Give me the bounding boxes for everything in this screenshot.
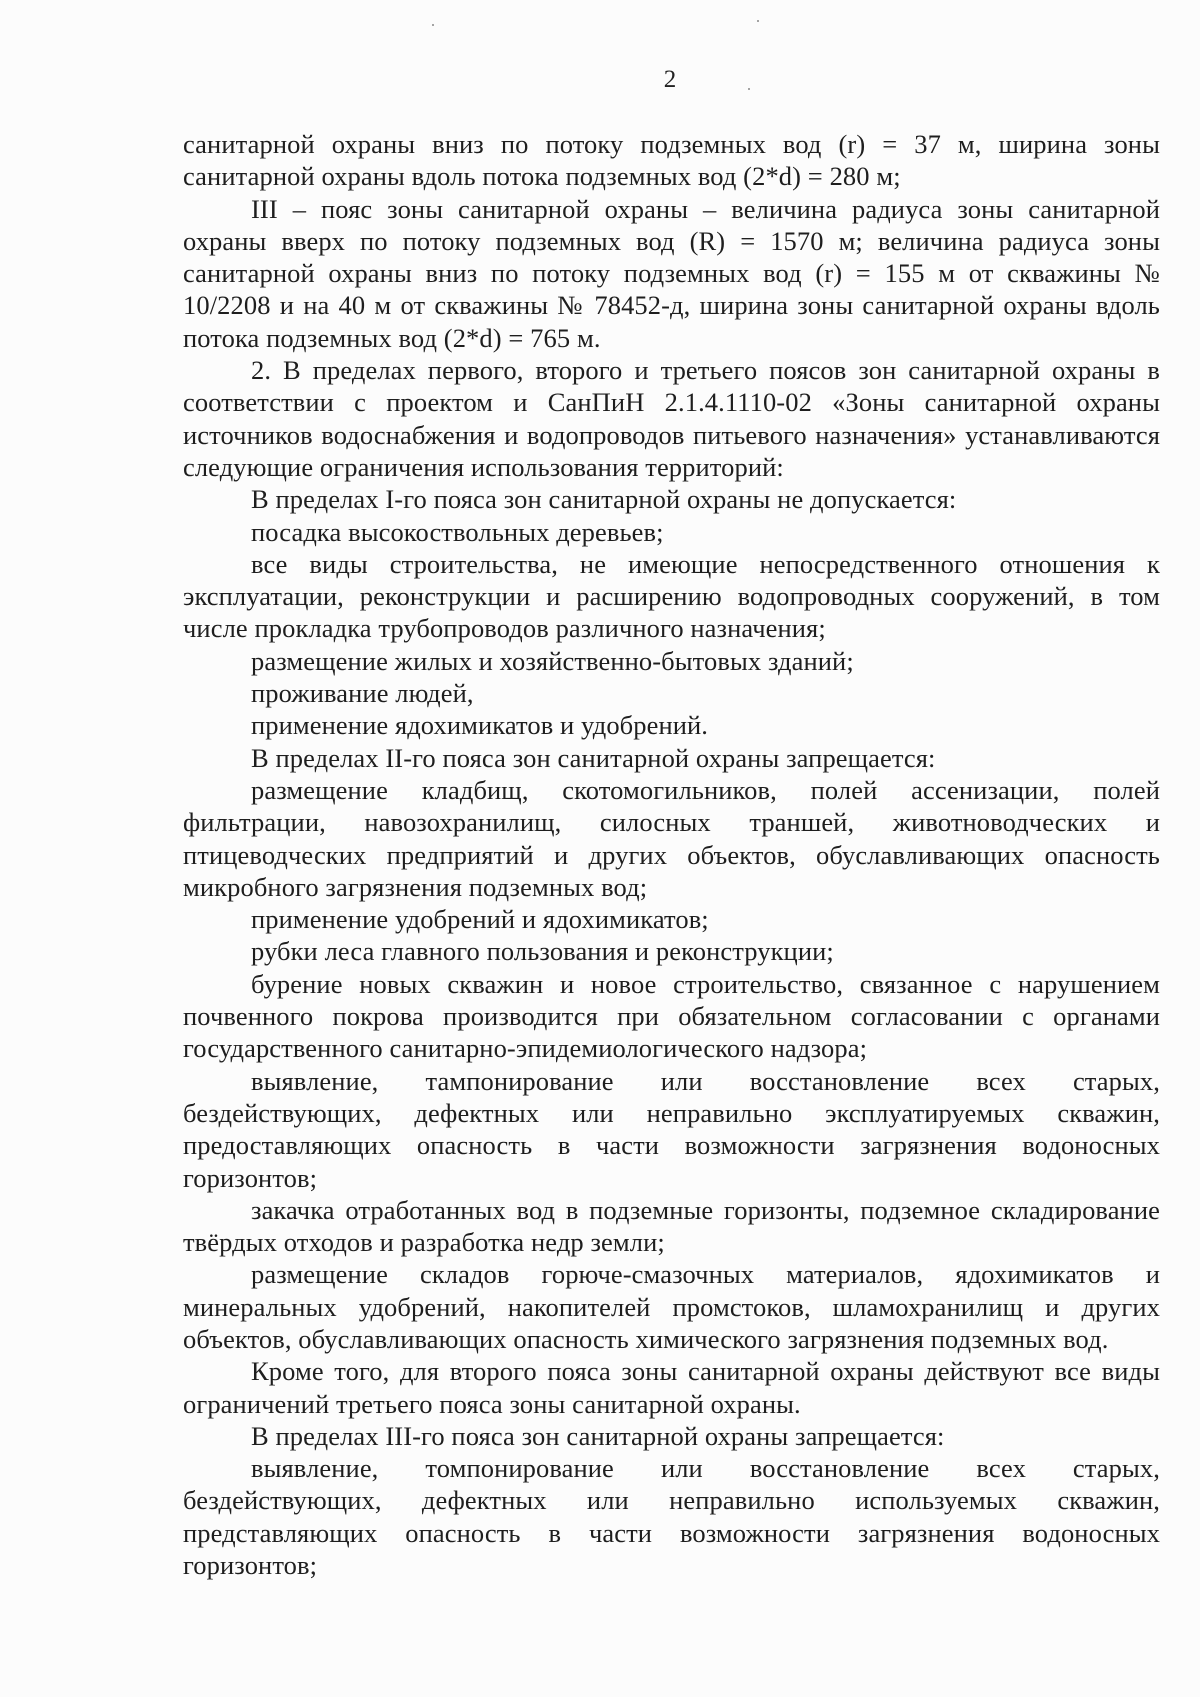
paragraph: размещение кладбищ, скотомогильников, полей ассенизации, полей фильтрации, навозохранилищ, силосных траншей, животноводческих и птицеводческих предприятий и других объектов, обуславливающих опасность микробного загрязнения подземных вод; (183, 774, 1160, 902)
paragraph: все виды строительства, не имеющие непосредственного отношения к эксплуатации, реконструкции и расширению водопроводных сооружений, в том числе прокладка трубопроводов различного назначения; (183, 548, 1160, 644)
paragraph: бурение новых скважин и новое строительство, связанное с нарушением почвенного покрова производится при обязательном согласовании с органами государственного санитарно-эпидемиологического надзора; (183, 968, 1160, 1064)
paragraph: выявление, томпонирование или восстановление всех старых, бездействующих, дефектных или неправильно используемых скважин, представляющих опасность в части возможности загрязнения водоносных горизонтов; (183, 1453, 1160, 1581)
page-number: 2 (663, 66, 677, 93)
paragraph: В пределах I-го пояса зон санитарной охраны не допускается: (251, 484, 957, 515)
paragraph: размещение жилых и хозяйственно-бытовых зданий; (251, 645, 854, 676)
paragraph: посадка высокоствольных деревьев; (251, 516, 664, 547)
scan-speck (432, 24, 434, 26)
paragraph: санитарной охраны вниз по потоку подземных вод (r) = 37 м, ширина зоны санитарной охраны вдоль потока подземных вод (2*d) = 280 м; (183, 129, 1160, 192)
document-body (183, 128, 1160, 1581)
paragraph: III – пояс зоны санитарной охраны – величина радиуса зоны санитарной охраны вверх по потоку подземных вод (R) = 1570 м; величина радиуса зоны санитарной охраны вниз по потоку подземных вод (r) = 155 м от скважины № 10/2208 и на 40 м от скважины № 78452-д, ширина зоны санитарной охраны вдоль потока подземных вод (2*d) = 765 м. (183, 193, 1160, 353)
scan-speck (757, 20, 759, 22)
paragraph: применение ядохимикатов и удобрений. (251, 710, 709, 741)
paragraph: В пределах II-го пояса зон санитарной охраны запрещается: (251, 742, 936, 773)
paragraph: В пределах III-го пояса зон санитарной охраны запрещается: (251, 1420, 945, 1451)
paragraph: 2. В пределах первого, второго и третьего поясов зон санитарной охраны в соответствии с проектом и СанПиН 2.1.4.1110-02 «Зоны санитарной охраны источников водоснабжения и водопроводов питьевого назначения» устанавливаются следующие ограничения использования территорий: (183, 355, 1160, 482)
paragraph: размещение складов горюче-смазочных материалов, ядохимикатов и минеральных удобрений, накопителей промстоков, шламохранилищ и других объектов, обуславливающих опасность химического загрязнения подземных вод. (183, 1259, 1160, 1354)
paragraph: выявление, тампонирование или восстановление всех старых, бездействующих, дефектных или неправильно эксплуатируемых скважин, предоставляющих опасность в части возможности загрязнения водоносных горизонтов; (183, 1065, 1160, 1193)
paragraph: закачка отработанных вод в подземные горизонты, подземное складирование твёрдых отходов и разработка недр земли; (183, 1194, 1160, 1258)
paragraph: Кроме того, для второго пояса зоны санитарной охраны действуют все виды ограничений третьего пояса зоны санитарной охраны. (183, 1356, 1160, 1419)
paragraph: проживание людей, (251, 678, 474, 709)
paragraph: применение удобрений и ядохимикатов; (251, 904, 709, 935)
paragraph: рубки леса главного пользования и реконструкции; (251, 936, 834, 967)
scan-speck (748, 88, 750, 90)
